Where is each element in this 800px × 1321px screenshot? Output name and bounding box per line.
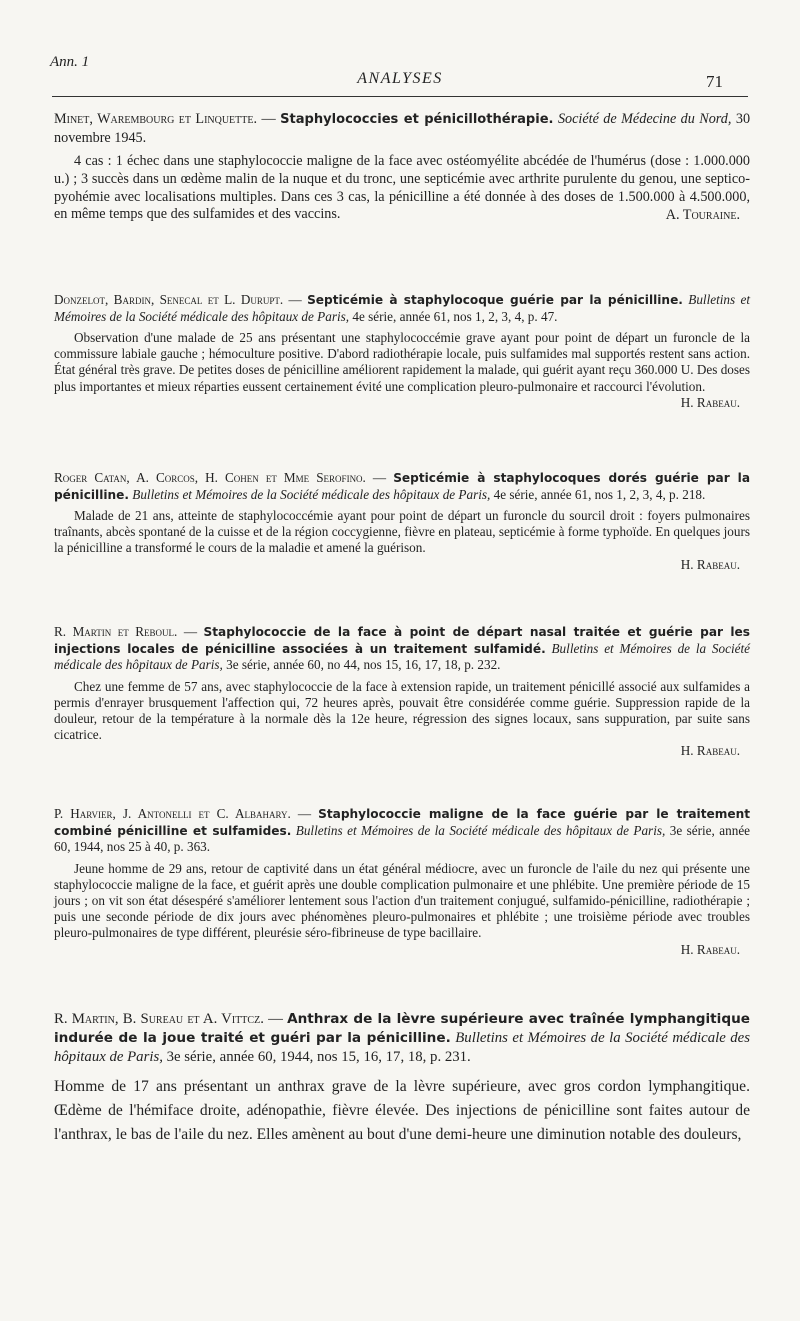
- running-title: ANALYSES: [357, 70, 443, 87]
- entry-signature: H. Rabeau.: [680, 394, 740, 410]
- entry-title: Septicémie à staphylocoque guérie par la pénicilline.: [307, 293, 683, 307]
- entry-body: Malade de 21 ans, atteinte de staphylococcémie ayant pour point de départ un furoncle du sourcil droit : foyers pulmonaires traînants, abcès spontané de la cuisse et de la région coccygienne, fièvre en plateau, septicémie à forme typhoïde. En quelques jours la pénicilline a transformé le cours de la maladie et amené la guérison.: [54, 508, 750, 556]
- entry-authors: R. Martin, B. Sureau et A. Vittcz. —: [54, 1011, 283, 1027]
- entry-heading: [54, 806, 750, 856]
- entry-detail: 3e série, année 60, 1944, nos 25 à 40, p. 363.: [54, 822, 751, 854]
- entry-source: Bulletins et Mémoires de la Société médicale des hôpitaux de Paris,: [132, 486, 491, 502]
- header-rule: [52, 96, 748, 97]
- entry-heading: [54, 470, 750, 503]
- entry-authors: Donzelot, Bardin, Senecal et L. Durupt. —: [54, 292, 302, 307]
- abstract-entry: [54, 110, 750, 225]
- entry-source: Bulletins et Mémoires de la Société médicale des hôpitaux de Paris,: [54, 640, 750, 672]
- entry-title: Septicémie à staphylocoques dorés guérie par la pénicilline.: [54, 471, 751, 502]
- entry-source: Société de Médecine du Nord,: [557, 111, 732, 127]
- abstract-entry: [54, 806, 750, 958]
- abstract-entry: [54, 1010, 750, 1147]
- entry-body: Observation d'une malade de 25 ans présentant une staphylococcémie grave ayant pour point de départ un furoncle de la commissure labiale gauche ; hémoculture positive. D'abord radiothérapie locale, puis sulfamides mal supportés restent sans action. État général très grave. De petites doses de pénicilline améliorent rapidement la malade, qui guérit ayant reçu 360.000 U. Des doses plus importantes et mieux réparties eussent certainement évité une complication pleuro-pulmonaire et raccourci l'évolution.: [54, 330, 750, 394]
- entry-body: Homme de 17 ans présentant un anthrax grave de la lèvre supérieure, avec gros cordon lymphangitique. Œdème de l'hémiface droite, adénopathie, fièvre élevée. Des injections de pénicilline sont faites autour de l'anthrax, le bas de l'aile du nez. Elles amènent au bout d'une demi-heure une diminution notable des douleurs,: [54, 1078, 750, 1143]
- entry-signature: H. Rabeau.: [680, 556, 740, 572]
- entry-detail: 4e série, année 61, nos 1, 2, 3, 4, p. 218.: [493, 486, 706, 502]
- entry-signature: A. Touraine.: [665, 207, 740, 224]
- entry-heading: [54, 110, 750, 147]
- entry-source: Bulletins et Mémoires de la Société médicale des hôpitaux de Paris,: [295, 822, 666, 838]
- abstract-entry: [54, 292, 750, 411]
- entry-body: Jeune homme de 29 ans, retour de captivité dans un état général médiocre, avec un furoncle de l'aile du nez qui présente une staphylococcie maligne de la face, et guérit après une double complication pulmonaire et une phlébite. Une première période de 15 jours ; on vit son état désespéré s'améliorer lentement sous l'action d'un traitement conjugué, sulfamido-pénicilline, radiothérapie ; puis une seconde période de dix jours avec phénomènes pleuro-pulmonaires et phlébite ; une troisième période avec troubles pleuro-pulmonaires de type différent, pleurésie séro-fibrineuse de type bacillaire.: [54, 860, 750, 941]
- abstract-entry: [54, 624, 750, 760]
- entry-detail: 3e série, année 60, 1944, nos 15, 16, 17, 18, p. 231.: [166, 1049, 471, 1065]
- entry-title: Staphylococcie de la face à point de départ nasal traitée et guérie par les injections locales de pénicilline associées à un traitement sulfamidé.: [54, 625, 750, 656]
- entry-source: Bulletins et Mémoires de la Société médicale des hôpitaux de Paris,: [54, 292, 751, 324]
- entry-title: Staphylococcies et pénicillothérapie.: [280, 112, 554, 127]
- entry-signature: H. Rabeau.: [680, 941, 740, 957]
- entry-authors: Minet, Warembourg et Linquette. —: [54, 111, 276, 127]
- entry-title: Anthrax de la lèvre supérieure avec traînée lymphangitique indurée de la joue traité et guéri par la pénicilline.: [54, 1011, 751, 1046]
- entry-body: 4 cas : 1 échec dans une staphylococcie maligne de la face avec ostéomyélite abcédée de l'humérus (dose : 1.000.000 u.) ; 3 succès dans un œdème malin de la nuque et du tronc, une septicémie avec arthrite purulente du genou, une septico-pyohémie avec localisations multiples. Dans ces 3 cas, la pénicilline a été donnée à des doses de 1.500.000 à 4.500.000, en même temps que des sulfamides et des vaccins.: [54, 153, 750, 223]
- entry-heading: [54, 624, 750, 674]
- entry-detail: 30 novembre 1945.: [54, 111, 751, 146]
- entry-detail: 4e série, année 61, nos 1, 2, 3, 4, p. 47.: [352, 308, 558, 324]
- entry-detail: 3e série, année 60, no 44, nos 15, 16, 17, 18, p. 232.: [226, 657, 501, 672]
- entry-title: Staphylococcie maligne de la face guérie par le traitement combiné pénicilline et sulfamides.: [54, 807, 751, 838]
- entry-signature: H. Rabeau.: [680, 743, 740, 759]
- page-number: 71: [706, 72, 723, 91]
- entry-authors: P. Harvier, J. Antonelli et C. Albahary. —: [54, 806, 312, 821]
- entry-heading: [54, 292, 750, 325]
- entry-authors: R. Martin et Reboul. —: [54, 624, 198, 639]
- entry-body: Chez une femme de 57 ans, avec staphylococcie de la face à extension rapide, un traitement pénicillé associé aux sulfamides a permis d'enrayer brusquement l'affection qui, 72 heures après, pouvait être considérée comme guérie. Suppression rapide de la douleur, retour de la température à la normale dès la 12e heure, régression des signes locaux, sans suppuration, par suite sans cicatrice.: [54, 678, 750, 743]
- entry-source: Bulletins et Mémoires de la Société médicale des hôpitaux de Paris,: [54, 1030, 750, 1065]
- entry-authors: Roger Catan, A. Corcos, H. Cohen et Mme Serofino. —: [54, 470, 387, 485]
- margin-annotation: Ann. 1: [50, 54, 90, 70]
- abstract-entry: [54, 470, 750, 573]
- entry-heading: [54, 1010, 750, 1067]
